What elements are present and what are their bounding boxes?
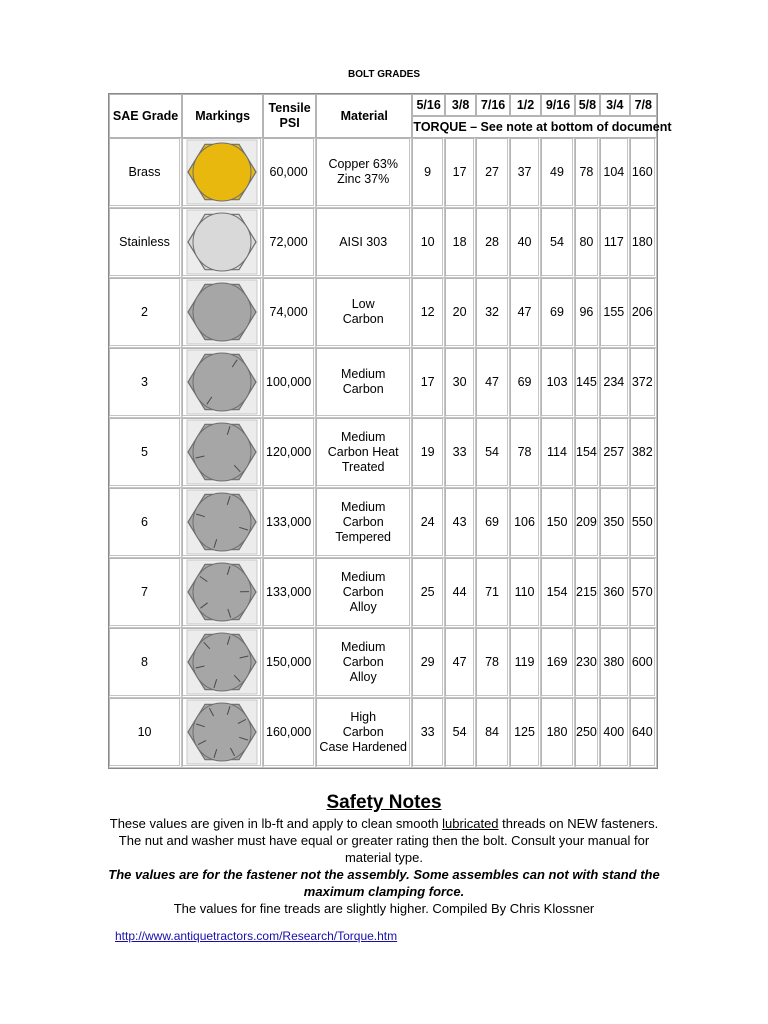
material-line: Carbon Heat (327, 444, 399, 459)
header-size: 3/4 (600, 94, 629, 116)
torque-cell: 154 (575, 418, 600, 488)
marking-cell (182, 418, 263, 488)
torque-cell: 96 (575, 278, 600, 348)
marking-cell (182, 628, 263, 698)
torque-cell: 10 (412, 208, 444, 278)
header-sae-grade: SAE Grade (109, 94, 182, 138)
material-line: Case Hardened (319, 739, 407, 754)
torque-cell: 360 (600, 558, 629, 628)
torque-cell: 78 (476, 628, 509, 698)
material-line: Carbon (342, 584, 384, 599)
grade-cell: 6 (109, 488, 182, 558)
torque-cell: 47 (510, 278, 541, 348)
grade-row (109, 138, 657, 208)
torque-cell: 78 (510, 418, 541, 488)
header-size: 9/16 (541, 94, 574, 116)
material-cell (316, 138, 412, 208)
header-size: 3/8 (445, 94, 476, 116)
material-line: Medium (340, 367, 386, 381)
torque-cell: 150 (541, 488, 574, 558)
header-size: 5/16 (412, 94, 444, 116)
torque-cell: 17 (445, 138, 476, 208)
grade-cell: 2 (109, 278, 182, 348)
tensile-cell: 74,000 (263, 278, 316, 348)
torque-cell: 154 (541, 558, 574, 628)
torque-cell: 44 (445, 558, 476, 628)
torque-cell: 160 (630, 138, 657, 208)
grade-6-bolt-head-icon (186, 489, 258, 555)
header-material: Material (316, 94, 412, 138)
torque-cell: 20 (445, 278, 476, 348)
brass-bolt-head-icon (186, 139, 258, 205)
grade-2-bolt-head-icon (186, 279, 258, 345)
torque-cell: 215 (575, 558, 600, 628)
torque-cell: 25 (412, 558, 444, 628)
grade-row (109, 488, 657, 558)
torque-cell: 382 (630, 418, 657, 488)
torque-cell: 114 (541, 418, 574, 488)
material-line: Zinc 37% (337, 172, 390, 186)
material-line: Carbon (342, 312, 384, 326)
material-line: Medium (340, 499, 386, 514)
tensile-cell: 120,000 (263, 418, 316, 488)
torque-cell: 103 (541, 348, 574, 418)
material-line: Carbon (342, 654, 384, 669)
torque-cell: 69 (476, 488, 509, 558)
torque-cell: 372 (630, 348, 657, 418)
grade-cell: Stainless (109, 208, 182, 278)
torque-cell: 28 (476, 208, 509, 278)
marking-cell (182, 278, 263, 348)
marking-cell (182, 208, 263, 278)
torque-cell: 400 (600, 698, 629, 768)
material-line: Alloy (349, 599, 377, 614)
material-cell (316, 698, 412, 768)
grade-row (109, 558, 657, 628)
torque-cell: 19 (412, 418, 444, 488)
torque-cell: 570 (630, 558, 657, 628)
grade-cell: 7 (109, 558, 182, 628)
torque-cell: 600 (630, 628, 657, 698)
material-line: High (350, 709, 377, 724)
material-cell (316, 628, 412, 698)
material-line: Treated (341, 459, 385, 474)
torque-cell: 110 (510, 558, 541, 628)
torque-cell: 234 (600, 348, 629, 418)
material-cell (316, 488, 412, 558)
grade-row (109, 208, 657, 278)
marking-cell (182, 138, 263, 208)
tensile-cell: 100,000 (263, 348, 316, 418)
torque-cell: 80 (575, 208, 600, 278)
torque-cell: 49 (541, 138, 574, 208)
torque-cell: 47 (445, 628, 476, 698)
tensile-cell: 60,000 (263, 138, 316, 208)
torque-cell: 380 (600, 628, 629, 698)
grade-7-bolt-head-icon (186, 559, 258, 625)
material-line: Medium (340, 429, 386, 444)
lubricated-text: lubricated (442, 816, 499, 831)
grade-row (109, 278, 657, 348)
torque-cell: 350 (600, 488, 629, 558)
tensile-cell: 160,000 (263, 698, 316, 768)
torque-cell: 30 (445, 348, 476, 418)
header-size: 1/2 (510, 94, 541, 116)
torque-cell: 209 (575, 488, 600, 558)
torque-cell: 71 (476, 558, 509, 628)
material-line: Carbon (342, 382, 384, 396)
grade-cell: 8 (109, 628, 182, 698)
safety-text-end: threads on NEW fasteners. The nut and washer must have equal or greater rating then the bolt. Consult your manual for material type. (118, 816, 659, 865)
grade-cell: 3 (109, 348, 182, 418)
tensile-cell: 150,000 (263, 628, 316, 698)
torque-cell: 640 (630, 698, 657, 768)
torque-cell: 69 (541, 278, 574, 348)
header-markings: Markings (182, 94, 263, 138)
torque-cell: 47 (476, 348, 509, 418)
safety-text-start: These values are given in lb-ft and apply to clean smooth (109, 816, 443, 831)
stainless-bolt-head-icon (186, 209, 258, 275)
material-cell (316, 348, 412, 418)
document-title: BOLT GRADES (347, 69, 421, 80)
torque-cell: 17 (412, 348, 444, 418)
safety-notes-title: Safety Notes (326, 792, 442, 813)
material-cell (316, 278, 412, 348)
safety-notes-paragraph (108, 815, 660, 866)
safety-notes-body (108, 815, 660, 917)
torque-cell: 155 (600, 278, 629, 348)
torque-cell: 40 (510, 208, 541, 278)
torque-cell: 125 (510, 698, 541, 768)
torque-cell: 104 (600, 138, 629, 208)
bolt-grades-table (108, 93, 672, 769)
torque-cell: 18 (445, 208, 476, 278)
torque-cell: 106 (510, 488, 541, 558)
grade-row (109, 628, 657, 698)
torque-cell: 24 (412, 488, 444, 558)
torque-cell: 32 (476, 278, 509, 348)
torque-cell: 12 (412, 278, 444, 348)
header-tensile-psi: Tensile PSI (263, 94, 316, 138)
tensile-cell: 133,000 (263, 558, 316, 628)
grade-row (109, 698, 657, 768)
torque-cell: 37 (510, 138, 541, 208)
material-line: Copper 63% (328, 157, 398, 171)
material-cell (316, 558, 412, 628)
torque-cell: 27 (476, 138, 509, 208)
safety-warning: The values are for the fastener not the assembly. Some assembles can not with stand the maximum clamping force. (108, 867, 660, 899)
grade-rows (109, 138, 657, 768)
material-line: Medium (340, 569, 386, 584)
tensile-cell: 72,000 (263, 208, 316, 278)
torque-cell: 257 (600, 418, 629, 488)
torque-cell: 54 (476, 418, 509, 488)
grade-5-bolt-head-icon (186, 419, 258, 485)
torque-cell: 54 (541, 208, 574, 278)
grade-row (109, 348, 657, 418)
source-link[interactable]: http://www.antiquetractors.com/Research/Torque.htm (115, 929, 398, 943)
torque-cell: 230 (575, 628, 600, 698)
safety-footer: The values for fine treads are slightly higher. Compiled By Chris Klossner (173, 901, 595, 916)
grade-cell: Brass (109, 138, 182, 208)
torque-cell: 33 (412, 698, 444, 768)
torque-cell: 33 (445, 418, 476, 488)
torque-cell: 78 (575, 138, 600, 208)
torque-cell: 145 (575, 348, 600, 418)
material-line: Medium (340, 639, 386, 654)
torque-cell: 206 (630, 278, 657, 348)
grade-cell: 10 (109, 698, 182, 768)
material-line: Low (351, 297, 375, 311)
torque-cell: 169 (541, 628, 574, 698)
material-line: AISI 303 (339, 234, 388, 249)
torque-cell: 29 (412, 628, 444, 698)
header-size: 7/8 (630, 94, 657, 116)
grade-3-bolt-head-icon (186, 349, 258, 415)
marking-cell (182, 558, 263, 628)
torque-cell: 250 (575, 698, 600, 768)
torque-note-header: TORQUE – See note at bottom of document (412, 116, 657, 138)
header-size: 7/16 (476, 94, 509, 116)
marking-cell (182, 698, 263, 768)
torque-cell: 119 (510, 628, 541, 698)
material-line: Tempered (335, 529, 391, 544)
torque-cell: 117 (600, 208, 629, 278)
material-line: Carbon (342, 724, 384, 739)
material-cell (316, 208, 412, 278)
material-line: Alloy (349, 669, 377, 684)
marking-cell (182, 488, 263, 558)
torque-cell: 9 (412, 138, 444, 208)
torque-cell: 43 (445, 488, 476, 558)
torque-cell: 180 (541, 698, 574, 768)
torque-cell: 180 (630, 208, 657, 278)
tensile-cell: 133,000 (263, 488, 316, 558)
material-line: Carbon (342, 514, 384, 529)
grade-8-bolt-head-icon (186, 629, 258, 695)
header-size: 5/8 (575, 94, 600, 116)
torque-cell: 54 (445, 698, 476, 768)
material-cell (316, 418, 412, 488)
torque-cell: 550 (630, 488, 657, 558)
grade-10-bolt-head-icon (186, 699, 258, 765)
marking-cell (182, 348, 263, 418)
torque-cell: 69 (510, 348, 541, 418)
torque-cell: 84 (476, 698, 509, 768)
grade-row (109, 418, 657, 488)
grade-cell: 5 (109, 418, 182, 488)
